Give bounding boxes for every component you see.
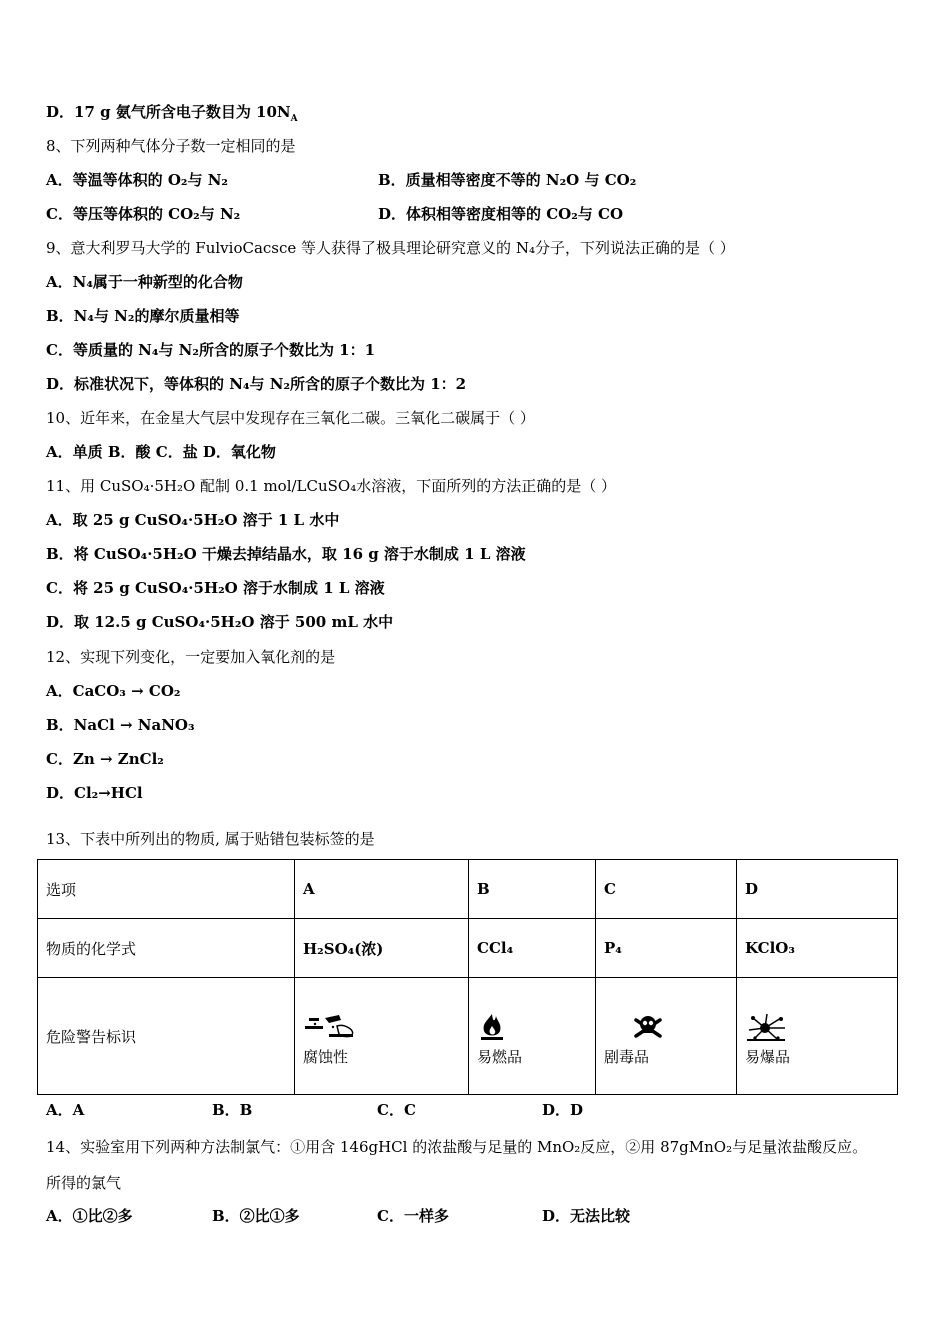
warning-text-b: 易燃品 <box>477 1047 523 1066</box>
q13-option-b: B．B <box>212 1101 253 1119</box>
warning-cell-c <box>596 978 737 1095</box>
q11-option-c: C．将 25 g CuSO₄·5H₂O 溶于水制成 1 L 溶液 <box>46 579 385 597</box>
q13-option-a: A．A <box>46 1101 85 1119</box>
q11-option-d: D．取 12.5 g CuSO₄·5H₂O 溶于 500 mL 水中 <box>46 613 394 631</box>
flammable-icon <box>477 1012 587 1046</box>
q9-option-a: A．N₄属于一种新型的化合物 <box>46 273 243 291</box>
q9-stem: 9、意大利罗马大学的 FulvioCacsce 等人获得了极具理论研究意义的 N₄分子，下列说法正确的是（ ） <box>46 239 735 257</box>
q12-option-c: C．Zn → ZnCl₂ <box>46 750 164 768</box>
q10-stem: 10、近年来，在金星大气层中发现存在三氧化二碳。三氧化二碳属于（ ） <box>46 409 535 427</box>
table-row-header <box>38 860 898 919</box>
q7-option-d: D．17 g 氨气所含电子数目为 $10N_A$ <box>46 103 298 124</box>
subscript: A <box>290 114 298 124</box>
q11-option-b: B．将 CuSO₄·5H₂O 干燥去掉结晶水，取 16 g 溶于水制成 1 L 溶液 <box>46 545 526 563</box>
q12-option-b: B．NaCl → NaNO₃ <box>46 716 195 734</box>
explosive-icon <box>745 1012 889 1046</box>
q9-option-b: B．N₄与 N₂的摩尔质量相等 <box>46 307 240 325</box>
q10-options: A．单质 B．酸 C．盐 D．氧化物 <box>46 443 276 461</box>
warning-cell-b <box>469 978 596 1095</box>
warning-text-d: 易爆品 <box>745 1047 791 1066</box>
formula-b: CCl₄ <box>469 919 596 978</box>
formula-a: H₂SO₄(浓) <box>295 919 469 978</box>
q13-option-d: D．D <box>542 1101 584 1119</box>
q9-option-c: C．等质量的 N₄与 N₂所含的原子个数比为 1：1 <box>46 341 376 359</box>
warning-label: 危险警告标识 <box>38 978 295 1095</box>
q12-option-d: D．Cl₂→HCl <box>46 784 143 802</box>
warning-text-c: 剧毒品 <box>604 1047 650 1066</box>
q14-stem-cont: 所得的氯气 <box>46 1174 122 1192</box>
q13-stem: 13、下表中所列出的物质, 属于贴错包装标签的是 <box>46 830 375 848</box>
header-cell-b: B <box>469 860 596 919</box>
header-cell-a: A <box>295 860 469 919</box>
q8-option-a: A．等温等体积的 O₂与 N₂ <box>46 171 229 189</box>
hazard-label-table <box>37 859 898 1095</box>
warning-cell-a <box>295 978 469 1095</box>
q8-stem: 8、下列两种气体分子数一定相同的是 <box>46 137 296 155</box>
q8-option-c: C．等压等体积的 CO₂与 N₂ <box>46 205 241 223</box>
q12-stem: 12、实现下列变化，一定要加入氧化剂的是 <box>46 648 336 666</box>
formula-label: 物质的化学式 <box>38 919 295 978</box>
q14-option-d: D．无法比较 <box>542 1207 631 1225</box>
q9-option-d: D．标准状况下，等体积的 N₄与 N₂所含的原子个数比为 1：2 <box>46 375 467 393</box>
formula-c: P₄ <box>596 919 737 978</box>
warning-cell-d <box>737 978 898 1095</box>
q13-option-c: C．C <box>377 1101 416 1119</box>
q12-option-a: A．CaCO₃ → CO₂ <box>46 682 181 700</box>
table-row-warning <box>38 978 898 1095</box>
table-row-formula <box>38 919 898 978</box>
q14-option-c: C．一样多 <box>377 1207 449 1225</box>
q11-stem: 11、用 CuSO₄·5H₂O 配制 0.1 mol/LCuSO₄水溶液，下面所列的方法正确的是（ ） <box>46 477 617 495</box>
q14-stem: 14、实验室用下列两种方法制氯气：①用含 146gHCl 的浓盐酸与足量的 MnO₂反应，②用 87gMnO₂与足量浓盐酸反应。 <box>46 1138 868 1156</box>
toxic-skull-icon <box>604 1012 728 1046</box>
formula-d: KClO₃ <box>737 919 898 978</box>
header-cell-option: 选项 <box>38 860 295 919</box>
corrosive-icon <box>303 1012 460 1046</box>
q14-option-b: B．②比①多 <box>212 1207 300 1225</box>
q8-option-d: D．体积相等密度相等的 CO₂与 CO <box>378 205 624 223</box>
header-cell-d: D <box>737 860 898 919</box>
q11-option-a: A．取 25 g CuSO₄·5H₂O 溶于 1 L 水中 <box>46 511 340 529</box>
header-cell-c: C <box>596 860 737 919</box>
q8-option-b: B．质量相等密度不等的 N₂O 与 CO₂ <box>378 171 637 189</box>
warning-text-a: 腐蚀性 <box>303 1047 349 1066</box>
q14-option-a: A．①比②多 <box>46 1207 133 1225</box>
